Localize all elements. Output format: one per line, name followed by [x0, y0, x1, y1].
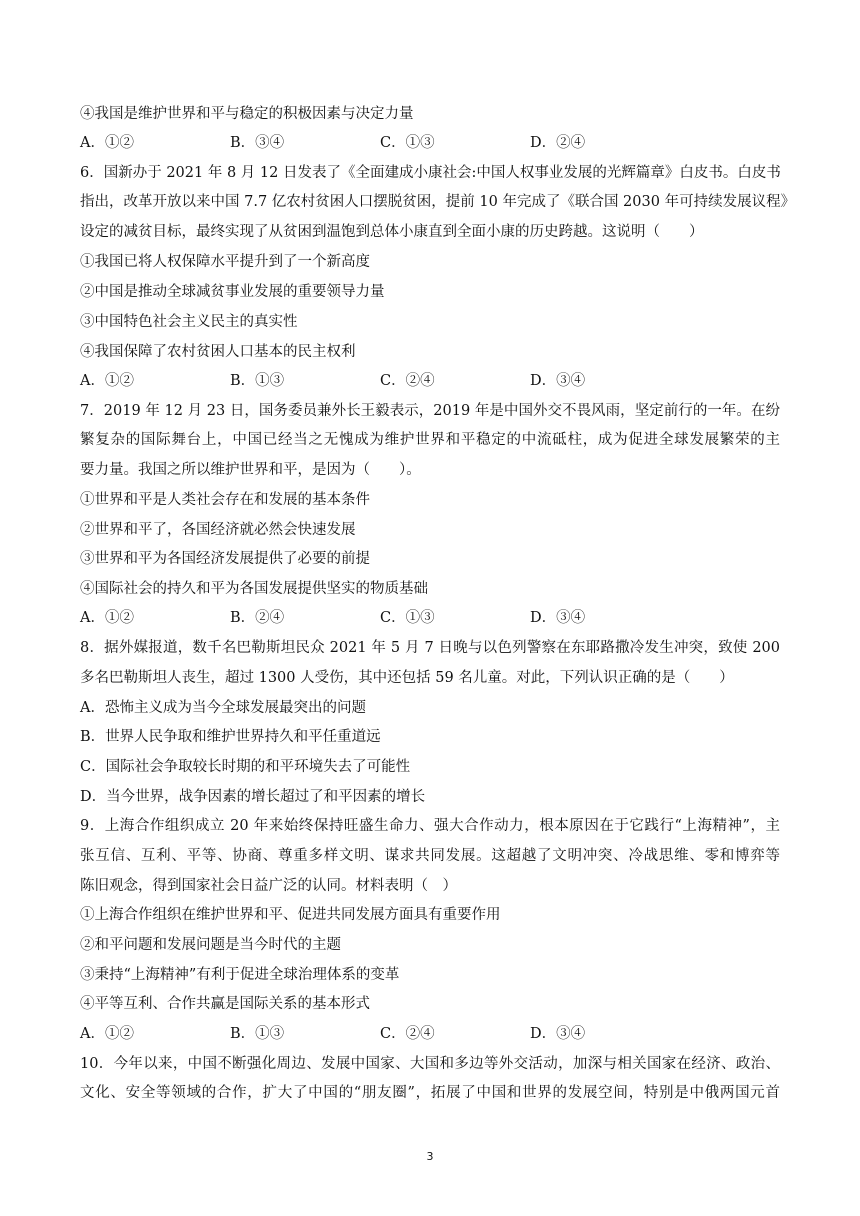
q5-option-d[interactable]: D．②④ [530, 135, 586, 151]
page-number: 3 [426, 1150, 434, 1163]
q9-options [80, 1024, 780, 1044]
q10-stem-line-1: 10．今年以来，中国不断强化周边、发展中国家、大国和多边等外交活动，加深与相关国家在经济、政治、 [80, 1056, 780, 1072]
q7-option-c[interactable]: C．①③ [380, 610, 435, 626]
q7-stem-line-1: 7．2019 年 12 月 23 日，国务委员兼外长王毅表示，2019 年是中国外交不畏风雨，坚定前行的一年。在纷 [80, 403, 780, 419]
q7-statement-1: ①世界和平是人类社会存在和发展的基本条件 [80, 492, 370, 508]
q6-option-a[interactable]: A．①② [80, 373, 134, 389]
q5-options [80, 133, 780, 153]
q7-option-d[interactable]: D．③④ [530, 610, 586, 626]
q6-statement-3: ③中国特色社会主义民主的真实性 [80, 314, 298, 330]
q8-stem-line-2: 多名巴勒斯坦人丧生，超过 1300 人受伤，其中还包括 59 名儿童。对此，下列认识正确的是（ ） [80, 670, 734, 686]
q7-options [80, 608, 780, 628]
q9-stem-line-2: 张互信、互利、平等、协商、尊重多样文明、谋求共同发展。这超越了文明冲突、冷战思维、零和博弈等 [80, 848, 780, 864]
q9-statement-1: ①上海合作组织在维护世界和平、促进共同发展方面具有重要作用 [80, 907, 501, 923]
q9-option-c[interactable]: C．②④ [380, 1026, 435, 1042]
q5-option-b[interactable]: B．③④ [230, 135, 285, 151]
q9-option-a[interactable]: A．①② [80, 1026, 134, 1042]
q8-stem-line-1: 8．据外媒报道，数千名巴勒斯坦民众 2021 年 5 月 7 日晚与以色列警察在东耶路撒冷发生冲突，致使 200 [80, 640, 780, 656]
q6-option-c[interactable]: C．②④ [380, 373, 435, 389]
q8-choice-c[interactable]: C．国际社会争取较长时期的和平环境失去了可能性 [80, 759, 411, 775]
q8-choice-a[interactable]: A．恐怖主义成为当今全球发展最突出的问题 [80, 700, 366, 716]
q5-option-c[interactable]: C．①③ [380, 135, 435, 151]
q7-stem-line-2: 繁复杂的国际舞台上，中国已经当之无愧成为维护世界和平稳定的中流砥柱，成为促进全球发展繁荣的主 [80, 432, 780, 448]
q9-statement-3: ③秉持“上海精神”有利于促进全球治理体系的变革 [80, 967, 400, 983]
q7-statement-2: ②世界和平了，各国经济就必然会快速发展 [80, 522, 356, 538]
q9-statement-4: ④平等互利、合作共赢是国际关系的基本形式 [80, 996, 370, 1012]
q7-option-a[interactable]: A．①② [80, 610, 134, 626]
q6-statement-4: ④我国保障了农村贫困人口基本的民主权利 [80, 344, 356, 360]
q6-option-d[interactable]: D．③④ [530, 373, 586, 389]
q5-option-a[interactable]: A．①② [80, 135, 134, 151]
q6-options [80, 371, 780, 391]
q6-stem-line-1: 6．国新办于 2021 年 8 月 12 日发表了《全面建成小康社会:中国人权事业发展的光辉篇章》白皮书。白皮书 [80, 165, 781, 181]
q7-statement-3: ③世界和平为各国经济发展提供了必要的前提 [80, 551, 370, 567]
q10-stem-line-2: 文化、安全等领域的合作，扩大了中国的“朋友圈”，拓展了中国和世界的发展空间，特别是中俄两国元首 [80, 1085, 780, 1101]
q9-statement-2: ②和平问题和发展问题是当今时代的主题 [80, 937, 341, 953]
q7-option-b[interactable]: B．②④ [230, 610, 285, 626]
q6-stem-line-3: 设定的减贫目标，最终实现了从贫困到温饱到总体小康直到全面小康的历史跨越。这说明（ ） [80, 224, 704, 240]
q6-stem-line-2: 指出，改革开放以来中国 7.7 亿农村贫困人口摆脱贫困，提前 10 年完成了《联合国 2030 年可持续发展议程》 [80, 194, 796, 210]
q5-statement-4: ④我国是维护世界和平与稳定的积极因素与决定力量 [80, 106, 414, 122]
q7-stem-line-3: 要力量。我国之所以维护世界和平，是因为（ ）。 [80, 462, 421, 478]
q6-option-b[interactable]: B．①③ [230, 373, 285, 389]
q6-statement-1: ①我国已将人权保障水平提升到了一个新高度 [80, 254, 370, 270]
q6-statement-2: ②中国是推动全球减贫事业发展的重要领导力量 [80, 284, 385, 300]
q8-choice-d[interactable]: D．当今世界，战争因素的增长超过了和平因素的增长 [80, 789, 426, 805]
q8-choice-b[interactable]: B．世界人民争取和维护世界持久和平任重道远 [80, 729, 381, 745]
q7-statement-4: ④国际社会的持久和平为各国发展提供坚实的物质基础 [80, 581, 428, 597]
q9-stem-line-3: 陈旧观念，得到国家社会日益广泛的认同。材料表明（ ） [80, 878, 457, 894]
q9-option-d[interactable]: D．③④ [530, 1026, 586, 1042]
q9-option-b[interactable]: B．①③ [230, 1026, 285, 1042]
q9-stem-line-1: 9．上海合作组织成立 20 年来始终保持旺盛生命力、强大合作动力，根本原因在于它践行“上海精神”，主 [80, 818, 780, 834]
